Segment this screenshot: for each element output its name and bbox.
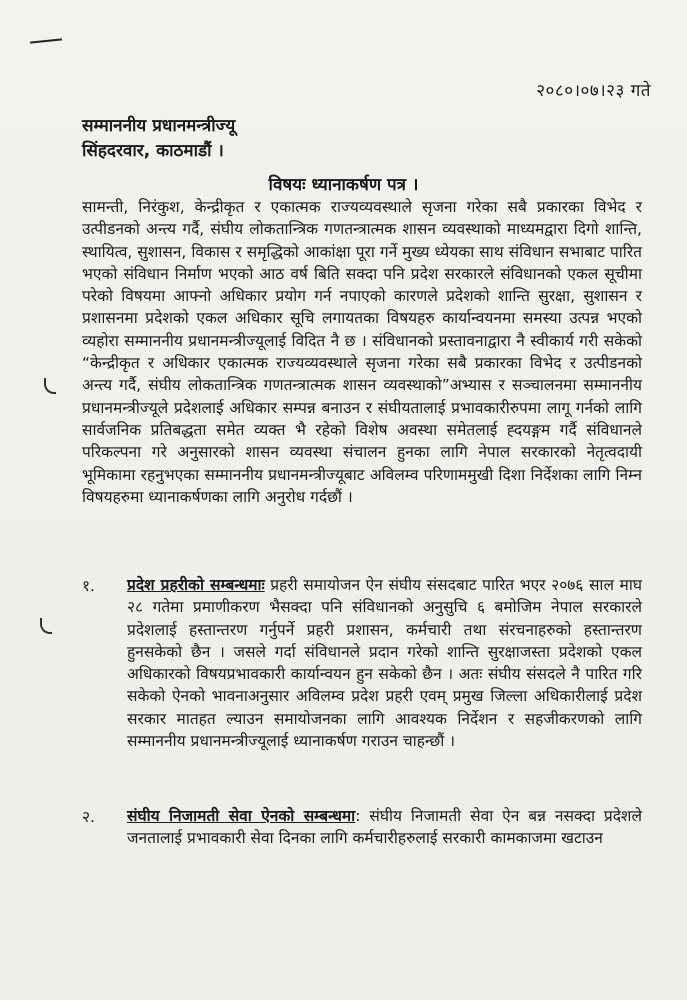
recipient-address: सिंहदरवार, काठमाडौं । (82, 141, 224, 161)
item-number: १. (82, 577, 95, 595)
margin-pen-tick (40, 618, 52, 634)
body-paragraph: सामन्ती, निरंकुश, केन्द्रीकृत र एकात्मक राज्यव्यवस्थाले सृजना गरेका सबै प्रकारका विभेद र उत्पीडनको अन्त्य गर्दै, संघीय लोकतान्त्रिक गणतन्त्रात्मक शासन व्यवस्थाको माध्यमद्वारा दिगो शान्ति, स्थायित्व, सुशासन, विकास र समृद्धिको आकांक्षा पूरा गर्ने मुख्य ध्येयका साथ संविधान सभाबाट पारित भएको संविधान निर्माण भएको आठ वर्ष बिति सक्दा पनि प्रदेश सरकारले संविधानको एकल सूचीमा परेको विषयमा आफ्नो अधिकार प्रयोग गर्न नपाएको कारणले प्रदेशको शान्ति सुरक्षा, सुशासन र प्रशासनमा प्रदेशको एकल अधिकार सूचि लगायतका विषयहरु कार्यान्वयनमा समस्या उत्पन्न भएको व्यहोरा सम्माननीय प्रधानमन्त्रीज्यूलाई विदित नै छ । संविधानको प्रस्तावनाद्वारा नै स्वीकार्य गरी सकेको “केन्द्रीकृत र अधिकार एकात्मक राज्यव्यवस्थाले सृजना गरेका सबै प्रकारका विभेद र उत्पीडनको अन्त्य गर्दै, संघीय लोकतान्त्रिक गणतन्त्रात्मक शासन व्यवस्थाको”अभ्यास र सञ्चालनमा सम्माननीय प्रधानमन्त्रीज्यूले प्रदेशलाई अधिकार सम्पन्न बनाउन र संघीयतालाई प्रभावकारीरुपमा लागू गर्नको लागि सार्वजनिक प्रतिबद्धता समेत व्यक्त भै रहेको विशेष अवस्था समेतलाई ह्दयङ्गम गर्दै संविधानले परिकल्पना गरे अनुसारको शासन व्यवस्था संचालन हुनका लागि नेपाल सरकारको नेतृत्वदायी भूमिकामा रहनुभएका सम्माननीय प्रधानमन्त्रीज्यूबाट अविलम्व परिणाममुखी दिशा निर्देशका लागि निम्न विषयहरुमा ध्यानाकर्षणका लागि अनुरोध गर्दछौं । (82, 198, 642, 506)
list-item (82, 574, 642, 752)
recipient-title: सम्माननीय प्रधानमन्त्रीज्यू (82, 116, 236, 136)
item-number: २. (82, 808, 95, 826)
pen-mark (30, 38, 62, 43)
item-text (127, 805, 642, 850)
letter-date: २०८०।०७।२३ गते (536, 81, 651, 101)
item-body: : संघीय निजामती सेवा ऐन बन्न नसक्दा प्रदेशले जनतालाई प्रभावकारी सेवा दिनका लागि कर्मचारीहरुलाई सरकारी कामकाजमा खटाउन (127, 807, 642, 848)
item-body: प्रहरी समायोजन ऐन संघीय संसदबाट पारित भएर २०७६ साल माघ २८ गतेमा प्रमाणीकरण भैसक्दा पनि संविधानको अनुसुचि ६ बमोजिम नेपाल सरकारले प्रदेशलाई हस्तान्तरण गर्नुपर्ने प्रहरी प्रशासन, कर्मचारी तथा संरचनाहरुको हस्तान्तरण हुनसकेको छैन । जसले गर्दा संविधानले प्रदान गरेको शान्ति सुरक्षाजस्ता प्रदेशको एकल अधिकारको विषयप्रभावकारी कार्यान्वयन हुन सकेको छैन । अतः संघीय संसदले नै पारित गरि सकेको ऐनको भावनाअनुसार अविलम्व प्रदेश प्रहरी एवम् प्रमुख जिल्ला अधिकारीलाई प्रदेश सरकार मातहत ल्याउन समायोजनका लागि आवश्यक निर्देशन र सहजीकरणको लागि सम्माननीय प्रधानमन्त्रीज्यूलाई ध्यानाकर्षण गराउन चाहन्छौं । (127, 576, 642, 751)
item-text (127, 574, 642, 752)
list-item (82, 805, 642, 850)
margin-pen-tick (44, 378, 56, 394)
item-heading: संघीय निजामती सेवा ऐनको सम्बन्धमा (127, 807, 356, 825)
item-heading: प्रदेश प्रहरीको सम्बन्धमाः (127, 576, 265, 594)
letter-subject: विषयः ध्यानाकर्षण पत्र । (268, 175, 419, 195)
